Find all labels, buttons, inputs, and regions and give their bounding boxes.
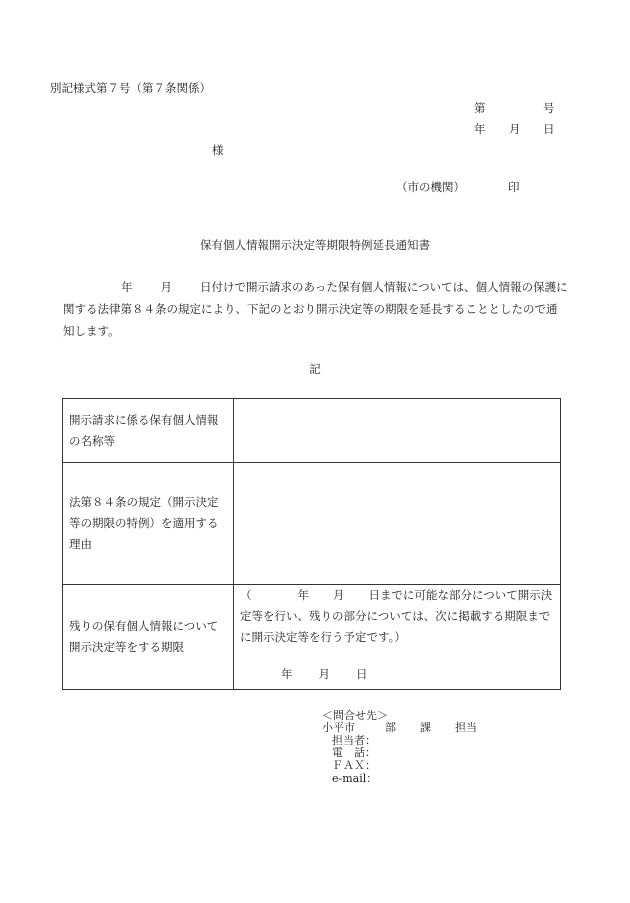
document-title: 保有個人情報開示決定等期限特例延長通知書 xyxy=(200,238,430,252)
row3-text-line-3: に開示決定等を行う予定です。） xyxy=(240,630,406,644)
deadline-month: 月 xyxy=(318,667,330,681)
contact-section: 課 xyxy=(420,721,431,734)
row3-text-line-2: 定等を行い、残りの部分については、次に掲載する期限まで xyxy=(240,609,551,623)
row3-month: 月 xyxy=(333,588,345,602)
issue-date-year: 年 xyxy=(474,122,486,136)
contact-phone: 電 話： xyxy=(332,746,376,759)
ki-heading: 記 xyxy=(309,362,321,376)
issue-date-day: 日 xyxy=(543,122,555,136)
issue-date-month: 月 xyxy=(509,122,521,136)
open-paren: （ xyxy=(240,588,252,602)
body-paragraph-line-1 xyxy=(63,282,568,294)
contact-tanto: 担当 xyxy=(455,721,477,734)
row3-year: 年 xyxy=(297,588,309,602)
row2-label: 法第８４条の規定（開示決定等の期限の特例）を適用する理由 xyxy=(69,495,219,551)
deadline-year: 年 xyxy=(281,667,293,681)
table-label-cell xyxy=(63,399,234,463)
table-value-cell xyxy=(234,585,561,690)
contact-heading: ＜問合せ先＞ xyxy=(322,709,388,722)
body-year: 年 xyxy=(121,280,133,294)
contact-city: 小平市 xyxy=(322,721,355,734)
row3-line1-text: 日までに可能な部分について開示決 xyxy=(368,588,553,602)
contact-fax: ＦＡＸ： xyxy=(332,759,376,772)
contact-dept: 部 xyxy=(385,721,396,734)
body-line-1-text: 日付けで開示請求のあった保有個人情報については、個人情報の保護に xyxy=(200,280,568,294)
table-label-cell xyxy=(63,463,234,585)
row3-deadline-date xyxy=(281,669,368,681)
contact-person: 担当者： xyxy=(332,734,376,747)
table-row xyxy=(63,463,561,585)
row3-text-line-1 xyxy=(240,590,552,602)
row1-label: 開示請求に係る保有個人情報の名称等 xyxy=(69,412,219,448)
addressee-suffix: 様 xyxy=(212,143,224,157)
body-paragraph-line-3: 知します。 xyxy=(63,324,120,338)
document-number-suffix: 号 xyxy=(543,101,555,115)
contact-email: e-mail： xyxy=(332,772,378,785)
table-value-cell xyxy=(234,399,561,463)
table-row xyxy=(63,585,561,690)
table-label-cell xyxy=(63,585,234,690)
row3-label: 残りの保有個人情報について開示決定等をする期限 xyxy=(69,619,219,654)
seal-mark: 印 xyxy=(508,180,520,194)
info-table xyxy=(62,398,561,690)
body-month: 月 xyxy=(160,280,172,294)
contact-department xyxy=(322,722,477,733)
form-label: 別記様式第７号（第７条関係） xyxy=(50,81,211,95)
table-value-cell xyxy=(234,463,561,585)
issuing-organization: （市の機関） xyxy=(396,180,465,194)
document-number-prefix: 第 xyxy=(474,101,486,115)
table-row xyxy=(63,399,561,463)
body-paragraph-line-2: 関する法律第８４条の規定により、下記のとおり開示決定等の期限を延長することとしたので通 xyxy=(63,302,558,316)
deadline-day: 日 xyxy=(356,667,368,681)
